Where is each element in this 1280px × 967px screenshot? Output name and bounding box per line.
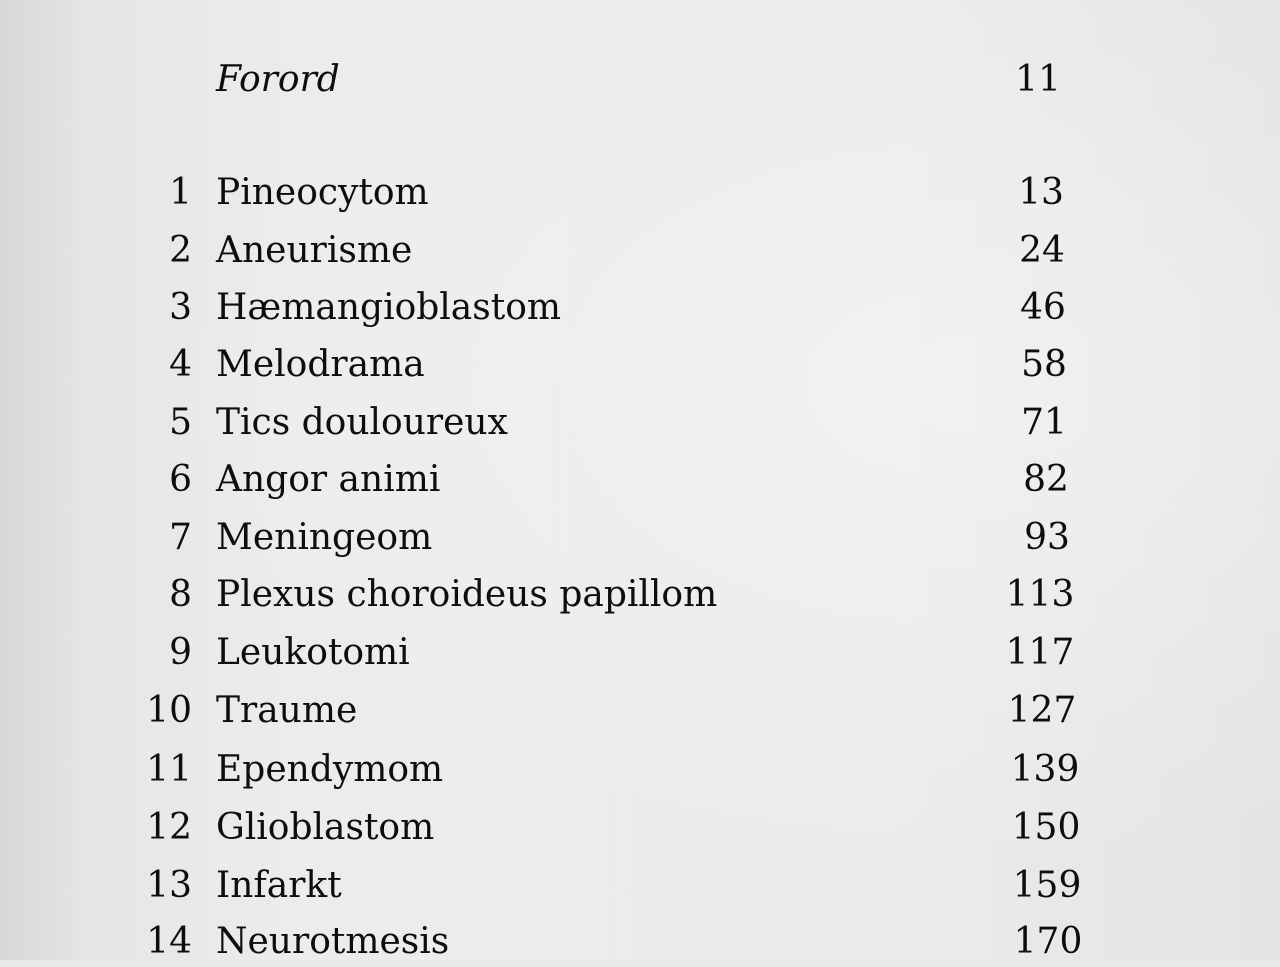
chapter-number: 3 [169, 287, 192, 328]
chapter-title: Neurotmesis [216, 921, 450, 962]
chapter-number: 4 [169, 344, 192, 385]
chapter-number: 6 [169, 459, 192, 500]
toc-entry-foreword [0, 55, 1280, 105]
chapter-page-number: 170 [1013, 921, 1083, 962]
toc-entry [0, 745, 1280, 795]
chapter-title: Glioblastom [216, 807, 435, 848]
chapter-title: Hæmangioblastom [216, 287, 562, 328]
chapter-page-number: 24 [1019, 230, 1065, 271]
chapter-page-number: 13 [1018, 172, 1064, 213]
chapter-title: Meningeom [216, 517, 433, 558]
chapter-page-number: 46 [1020, 287, 1066, 328]
toc-entry [0, 570, 1280, 620]
toc-entry [0, 861, 1280, 911]
chapter-title: Angor animi [216, 459, 441, 500]
chapter-number: 12 [146, 807, 192, 848]
toc-entry [0, 628, 1280, 678]
chapter-number: 7 [169, 517, 192, 558]
chapter-number: 13 [146, 865, 192, 906]
chapter-page-number: 127 [1007, 690, 1077, 731]
chapter-page-number: 139 [1010, 749, 1080, 790]
chapter-number: 10 [146, 690, 192, 731]
chapter-number: 11 [146, 749, 192, 790]
chapter-title: Infarkt [216, 865, 342, 906]
chapter-page-number: 58 [1021, 344, 1067, 385]
chapter-title: Plexus choroideus papillom [216, 574, 718, 615]
chapter-title: Traume [216, 690, 358, 731]
chapter-page-number: 71 [1021, 402, 1067, 443]
chapter-title: Ependymom [216, 749, 444, 790]
chapter-page-number: 113 [1005, 574, 1075, 615]
chapter-page-number: 117 [1005, 632, 1075, 673]
foreword-page-number: 11 [1015, 59, 1061, 100]
toc-entry [0, 686, 1280, 736]
chapter-number: 9 [169, 632, 192, 673]
chapter-page-number: 82 [1023, 459, 1069, 500]
chapter-title: Leukotomi [216, 632, 410, 673]
chapter-number: 14 [146, 921, 192, 962]
foreword-title: Forord [216, 59, 340, 100]
chapter-number: 2 [169, 230, 192, 271]
toc-entry [0, 168, 1280, 218]
chapter-number: 5 [169, 402, 192, 443]
toc-entry [0, 226, 1280, 276]
chapter-title: Tics douloureux [216, 402, 508, 443]
chapter-number: 1 [169, 172, 192, 213]
toc-entry [0, 283, 1280, 333]
toc-entry [0, 455, 1280, 505]
chapter-title: Melodrama [216, 344, 425, 385]
chapter-page-number: 93 [1024, 517, 1070, 558]
chapter-title: Pineocytom [216, 172, 429, 213]
toc-entry [0, 340, 1280, 390]
chapter-title: Aneurisme [216, 230, 413, 271]
chapter-page-number: 159 [1012, 865, 1082, 906]
toc-entry [0, 513, 1280, 563]
toc-entry [0, 803, 1280, 853]
chapter-number: 8 [169, 574, 192, 615]
toc-entry [0, 398, 1280, 448]
chapter-page-number: 150 [1011, 807, 1081, 848]
